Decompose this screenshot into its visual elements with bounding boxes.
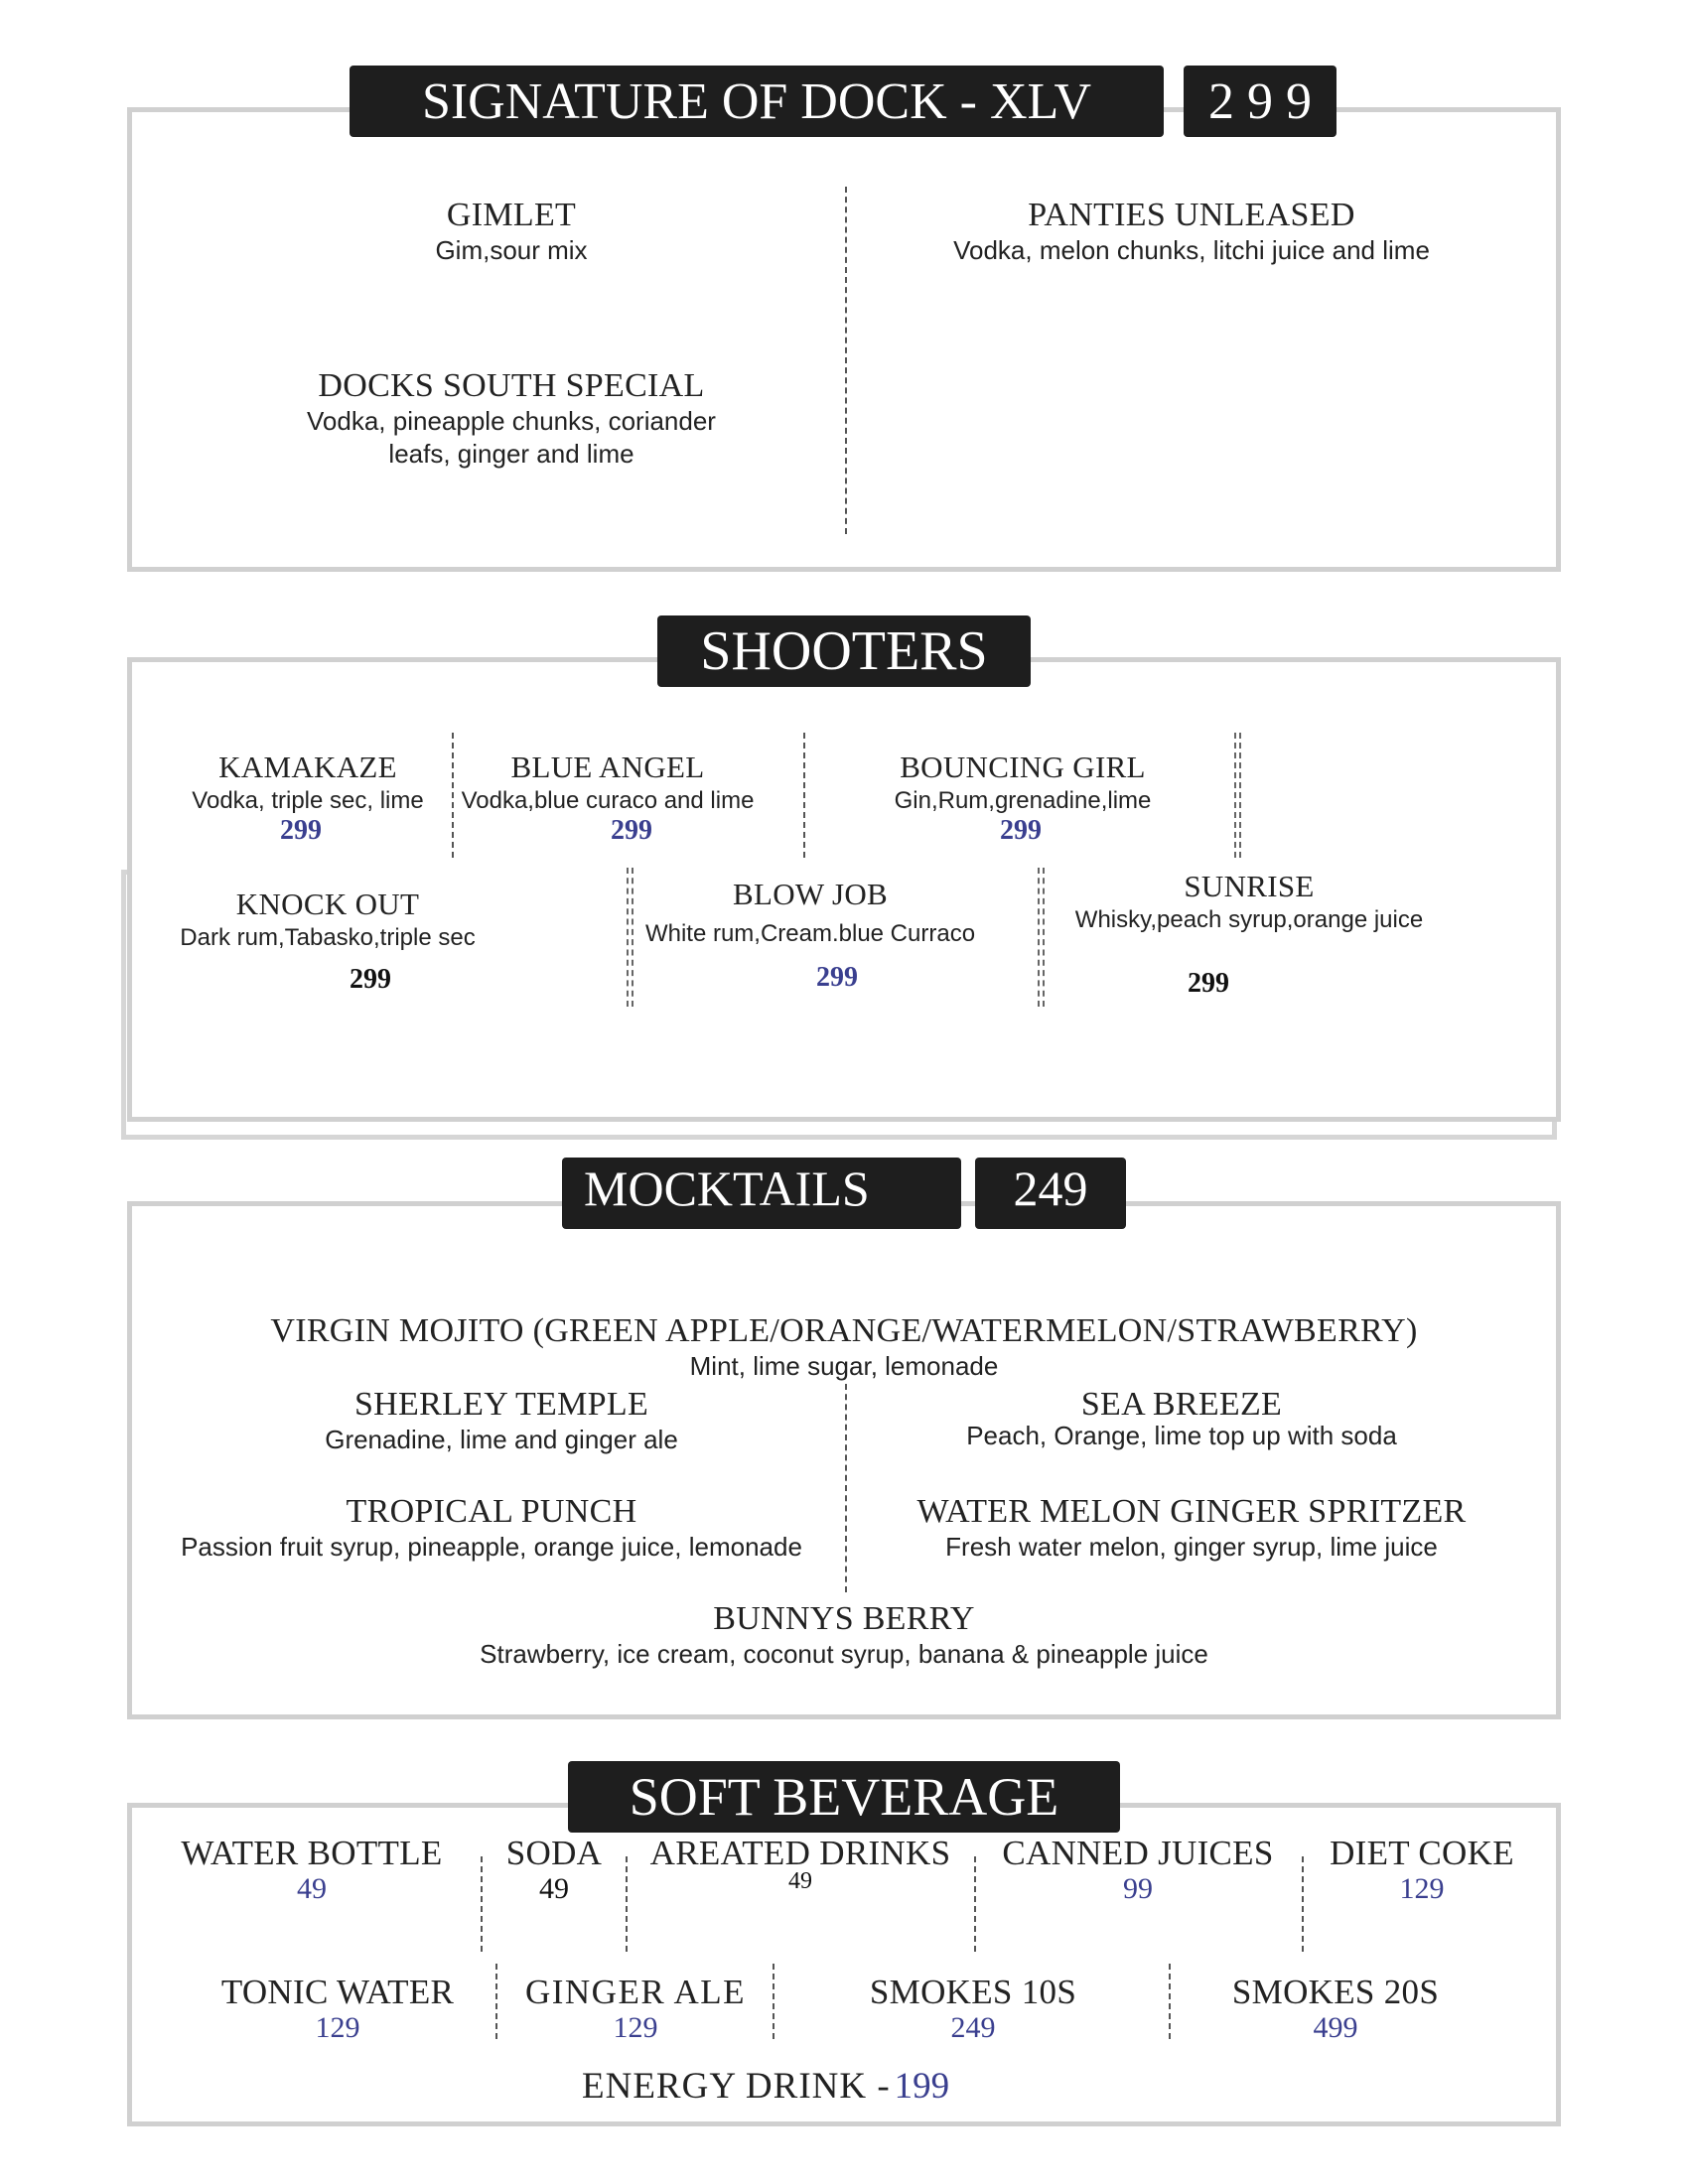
mocktails-title-banner xyxy=(562,1158,961,1229)
shooters-divider xyxy=(1234,733,1241,858)
soft-beverage-divider xyxy=(481,1856,483,1952)
item-desc: Mint, lime sugar, lemonade xyxy=(689,1351,999,1381)
item-desc: Strawberry, ice cream, coconut syrup, banana & pineapple juice xyxy=(480,1639,1208,1669)
beverage-smokes-20s xyxy=(1192,1974,1479,2045)
item-desc: Whisky,peach syrup,orange juice xyxy=(1074,906,1424,933)
item-price: 129 xyxy=(315,2011,360,2044)
item-name: BUNNYS BERRY xyxy=(713,1600,975,1637)
item-price: 49 xyxy=(788,1868,812,1894)
soft-beverage-divider xyxy=(1302,1856,1304,1952)
item-name: DIET COKE xyxy=(1330,1834,1514,1872)
menu-item-blow-job xyxy=(641,876,979,949)
menu-item-docks-south-special xyxy=(228,367,794,471)
item-name: AREATED DRINKS xyxy=(649,1834,951,1872)
beverage-tonic-water xyxy=(199,1974,477,2045)
item-name: BOUNCING GIRL xyxy=(900,750,1146,784)
beverage-water-bottle xyxy=(173,1835,451,1906)
soft-beverage-title: SOFT BEVERAGE xyxy=(629,1767,1059,1827)
signature-divider xyxy=(845,187,847,534)
item-name: TROPICAL PUNCH xyxy=(346,1493,637,1530)
menu-item-kamakaze xyxy=(169,749,447,816)
item-price: 299 xyxy=(350,964,391,995)
menu-item-sherley-temple xyxy=(228,1386,774,1456)
item-price: 99 xyxy=(1123,1872,1153,1905)
mocktails-price: 249 xyxy=(1013,1160,1088,1216)
item-desc: Vodka,blue curaco and lime xyxy=(461,787,755,814)
item-price: 129 xyxy=(613,2011,658,2044)
item-desc: Gin,Rum,grenadine,lime xyxy=(894,787,1152,814)
item-name: WATER BOTTLE xyxy=(181,1834,443,1872)
item-price: 49 xyxy=(539,1872,569,1905)
shooters-title: SHOOTERS xyxy=(700,620,988,682)
item-name: KNOCK OUT xyxy=(235,887,420,921)
shooters-divider xyxy=(627,868,633,1007)
beverage-smokes-10s xyxy=(834,1974,1112,2045)
item-price: 129 xyxy=(1399,1872,1445,1905)
menu-item-sunrise xyxy=(1060,868,1438,935)
item-name: DOCKS SOUTH SPECIAL xyxy=(318,367,705,404)
item-price: 199 xyxy=(894,2066,950,2107)
item-desc: Vodka, triple sec, lime xyxy=(192,787,424,814)
item-name: VIRGIN MOJITO (GREEN APPLE/ORANGE/WATERMELON/STRAWBERRY) xyxy=(270,1312,1418,1349)
menu-item-water-melon-ginger-spritzer xyxy=(874,1493,1509,1564)
item-desc: Fresh water melon, ginger syrup, lime juice xyxy=(945,1532,1438,1562)
mocktails-divider xyxy=(845,1384,847,1592)
shooters-divider xyxy=(803,733,805,858)
item-price: 299 xyxy=(816,962,858,993)
item-price: 499 xyxy=(1313,2011,1358,2044)
item-price: 299 xyxy=(1188,968,1229,999)
soft-beverage-title-banner xyxy=(568,1761,1120,1833)
item-desc: Peach, Orange, lime top up with soda xyxy=(966,1421,1397,1450)
soft-beverage-divider xyxy=(626,1856,628,1952)
menu-item-panties-unleased xyxy=(894,197,1489,267)
mocktails-title: MOCKTAILS xyxy=(584,1160,870,1216)
signature-section xyxy=(127,107,1561,572)
item-desc: Gim,sour mix xyxy=(435,235,588,265)
mocktails-price-banner xyxy=(975,1158,1126,1229)
beverage-ginger-ale xyxy=(516,1974,755,2045)
item-name: ENERGY DRINK - xyxy=(582,2066,891,2107)
item-price: 249 xyxy=(950,2011,996,2044)
item-price: 49 xyxy=(297,1872,327,1905)
shooters-divider xyxy=(1038,868,1045,1007)
shooters-divider xyxy=(452,733,454,858)
item-name: SMOKES 10S xyxy=(869,1973,1077,2011)
beverage-energy-drink xyxy=(582,2065,949,2108)
menu-item-blue-angel xyxy=(459,749,757,816)
item-price: 299 xyxy=(280,815,322,846)
item-name: PANTIES UNLEASED xyxy=(1028,197,1355,233)
item-desc: Vodka, melon chunks, litchi juice and lime xyxy=(953,235,1430,265)
item-price: 299 xyxy=(1000,815,1042,846)
item-desc: White rum,Cream.blue Curraco xyxy=(644,920,976,947)
item-name: BLOW JOB xyxy=(733,877,888,911)
signature-price: 2 9 9 xyxy=(1208,72,1312,130)
signature-price-banner xyxy=(1184,66,1336,137)
menu-item-virgin-mojito xyxy=(199,1312,1489,1383)
item-name: KAMAKAZE xyxy=(218,750,397,784)
signature-title-banner xyxy=(350,66,1164,137)
item-name: SHERLEY TEMPLE xyxy=(353,1386,649,1423)
item-desc-line1: Vodka, pineapple chunks, coriander xyxy=(307,406,716,436)
menu-item-sea-breeze xyxy=(894,1386,1470,1452)
item-name: SEA BREEZE xyxy=(1080,1386,1283,1423)
soft-beverage-divider xyxy=(1169,1964,1171,2039)
item-price: 299 xyxy=(611,815,652,846)
beverage-areated-drinks xyxy=(641,1835,959,1895)
signature-title: SIGNATURE OF DOCK - XLV xyxy=(421,72,1092,130)
beverage-diet-coke xyxy=(1313,1835,1531,1906)
beverage-canned-juices xyxy=(989,1835,1287,1906)
menu-item-gimlet xyxy=(248,197,774,267)
item-name: BLUE ANGEL xyxy=(510,750,705,784)
item-desc-line2: leafs, ginger and lime xyxy=(388,439,634,469)
menu-item-bouncing-girl xyxy=(874,749,1172,816)
item-name: SODA xyxy=(505,1834,603,1872)
item-name: TONIC WATER xyxy=(220,1973,455,2011)
item-name: CANNED JUICES xyxy=(1002,1834,1274,1872)
item-name: SUNRISE xyxy=(1184,869,1315,903)
item-name: GINGER ALE xyxy=(524,1973,747,2011)
item-desc: Passion fruit syrup, pineapple, orange juice, lemonade xyxy=(181,1532,802,1562)
item-name: WATER MELON GINGER SPRITZER xyxy=(916,1493,1467,1530)
beverage-soda xyxy=(492,1835,616,1906)
menu-item-knock-out xyxy=(169,886,487,953)
item-desc: Grenadine, lime and ginger ale xyxy=(325,1425,678,1454)
menu-item-tropical-punch xyxy=(149,1493,834,1564)
item-desc: Dark rum,Tabasko,triple sec xyxy=(180,924,476,951)
shooters-title-banner xyxy=(657,615,1031,687)
soft-beverage-divider xyxy=(495,1964,497,2039)
soft-beverage-divider xyxy=(773,1964,774,2039)
menu-item-bunnys-berry xyxy=(348,1600,1340,1671)
soft-beverage-divider xyxy=(974,1856,976,1952)
item-name: GIMLET xyxy=(446,197,577,233)
item-name: SMOKES 20S xyxy=(1231,1973,1440,2011)
